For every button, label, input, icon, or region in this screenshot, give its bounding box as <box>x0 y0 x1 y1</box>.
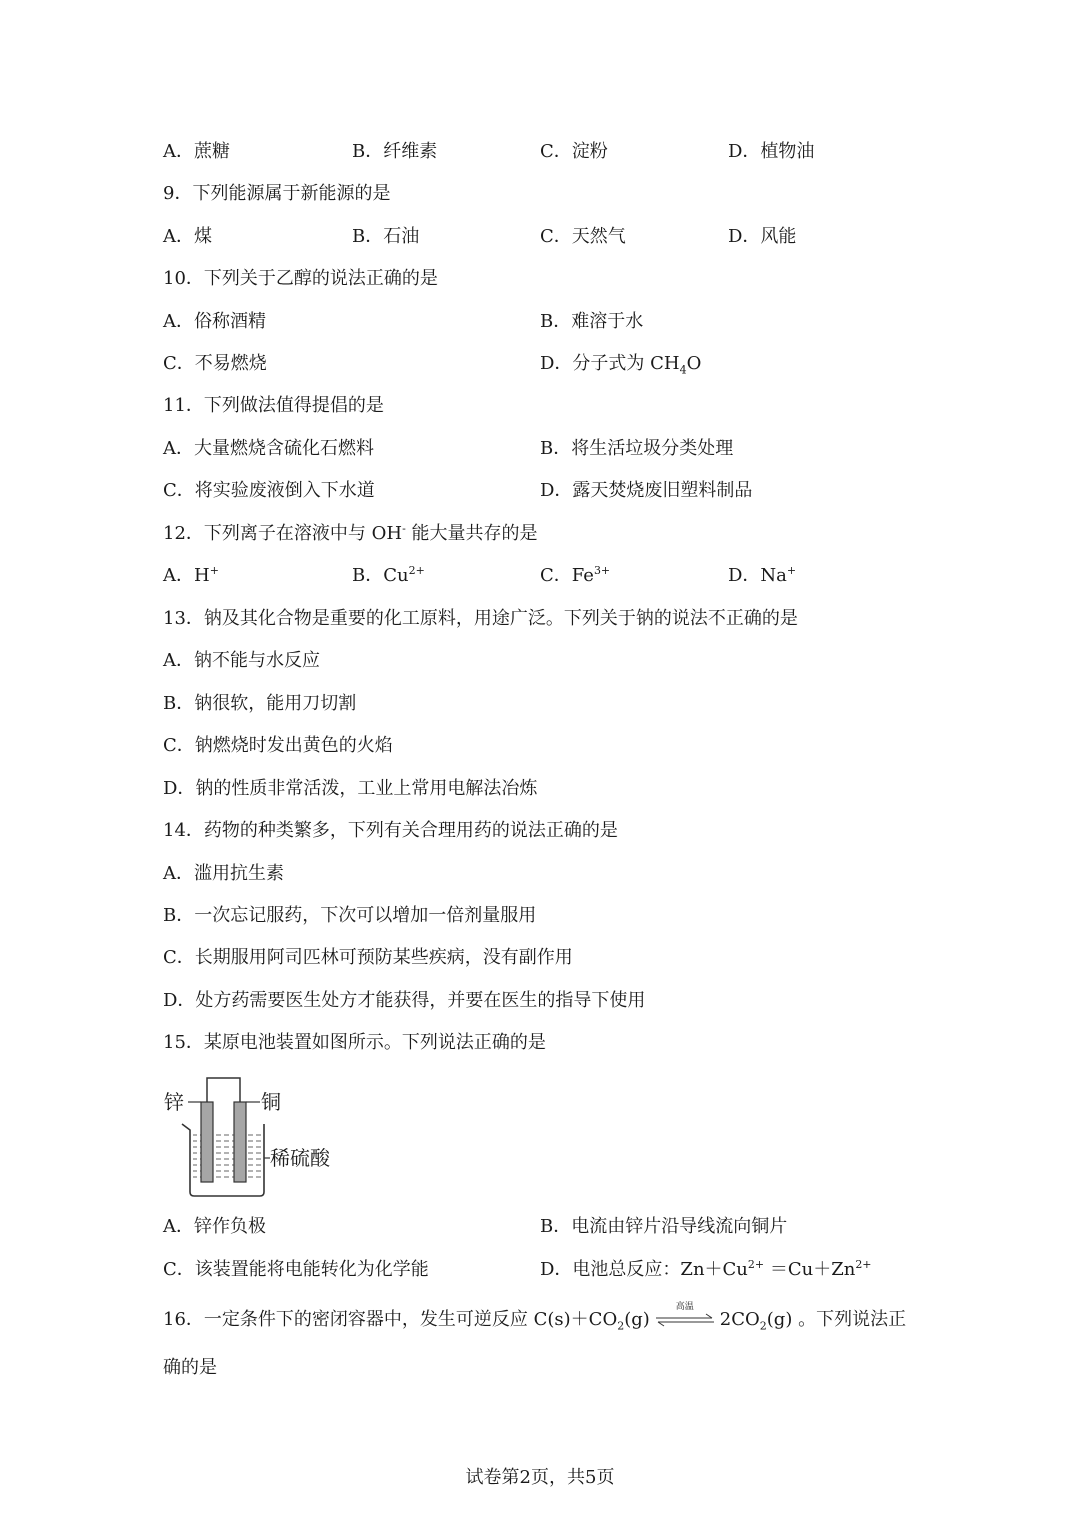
q11-option-d: D．露天焚烧废旧塑料制品 <box>540 480 753 501</box>
q14-option-d: D．处方药需要医生处方才能获得，并要在医生的指导下使用 <box>163 990 646 1011</box>
q13-option-c: C．钠燃烧时发出黄色的火焰 <box>163 735 393 756</box>
q13-option-d: D．钠的性质非常活泼，工业上常用电解法冶炼 <box>163 778 538 799</box>
q8-option-c: C．淀粉 <box>540 141 608 162</box>
q14-option-a: A．滥用抗生素 <box>163 863 284 884</box>
q12-option-c: C．$Fe^{3+}$ <box>540 564 611 586</box>
copper-electrode <box>234 1102 246 1182</box>
q16-stem-line2: 确的是 <box>163 1357 217 1378</box>
q15-option-d: D．电池总反应：$Zn+Cu^{2+} =Cu+Zn^{2+}$ <box>540 1258 872 1280</box>
q15-option-a: A．锌作负极 <box>163 1216 266 1237</box>
copper-label: 铜 <box>261 1090 281 1114</box>
q12-option-a: A．H+ <box>163 564 219 586</box>
page-footer: 试卷第2页，共5页 <box>465 1467 615 1488</box>
q9-option-c: C．天然气 <box>540 226 626 247</box>
q14-option-b: B．一次忘记服药，下次可以增加一倍剂量服用 <box>163 905 537 926</box>
q10-option-a: A．俗称酒精 <box>163 311 266 332</box>
q12-option-d: D．Na+ <box>728 564 797 586</box>
q8-option-a: A．蔗糖 <box>163 141 230 162</box>
q9-stem: 9．下列能源属于新能源的是 <box>163 183 391 204</box>
q9-option-a: A．煤 <box>163 226 212 247</box>
q10-option-b: B．难溶于水 <box>540 311 644 332</box>
q11-stem: 11．下列做法值得提倡的是 <box>163 395 384 416</box>
q10-option-d: D．分子式为 $CH_4O$ <box>540 353 702 377</box>
q8-option-d: D．植物油 <box>728 141 815 162</box>
equilibrium-arrow: 高温 <box>654 1310 716 1330</box>
q10-option-c: C．不易燃烧 <box>163 353 267 374</box>
q13-option-b: B．钠很软，能用刀切割 <box>163 693 357 714</box>
q13-option-a: A．钠不能与水反应 <box>163 650 320 671</box>
zinc-label: 锌 <box>164 1090 184 1114</box>
q15-stem: 15．某原电池装置如图所示。下列说法正确的是 <box>163 1032 546 1053</box>
q10-stem: 10．下列关于乙醇的说法正确的是 <box>163 268 438 289</box>
q14-stem: 14．药物的种类繁多，下列有关合理用药的说法正确的是 <box>163 820 618 841</box>
q12-option-b: B．$Cu^{2+}$ <box>352 564 425 586</box>
q9-option-b: B．石油 <box>352 226 420 247</box>
zinc-electrode <box>201 1102 213 1182</box>
q8-option-b: B．纤维素 <box>352 141 438 162</box>
q13-stem: 13．钠及其化合物是重要的化工原料，用途广泛。下列关于钠的说法不正确的是 <box>163 608 798 629</box>
q11-option-a: A．大量燃烧含硫化石燃料 <box>163 438 374 459</box>
q9-option-d: D．风能 <box>728 226 797 247</box>
solution-label: 稀硫酸 <box>270 1146 330 1170</box>
q11-option-c: C．将实验废液倒入下水道 <box>163 480 375 501</box>
galvanic-cell-figure <box>160 1072 350 1202</box>
q11-option-b: B．将生活垃圾分类处理 <box>540 438 734 459</box>
q16-stem: 16．一定条件下的密闭容器中，发生可逆反应 $C(s)+CO_2(g)$ 高温 $2CO_2(g)$ 。下列说法正 <box>163 1302 907 1333</box>
q15-option-b: B．电流由锌片沿导线流向铜片 <box>540 1216 788 1237</box>
q15-option-c: C．该装置能将电能转化为化学能 <box>163 1259 429 1280</box>
q12-stem: 12．下列离子在溶液中与 OH- 能大量共存的是 <box>163 522 538 544</box>
q14-option-c: C．长期服用阿司匹林可预防某些疾病，没有副作用 <box>163 947 573 968</box>
galvanic-cell-diagram <box>160 1072 350 1206</box>
